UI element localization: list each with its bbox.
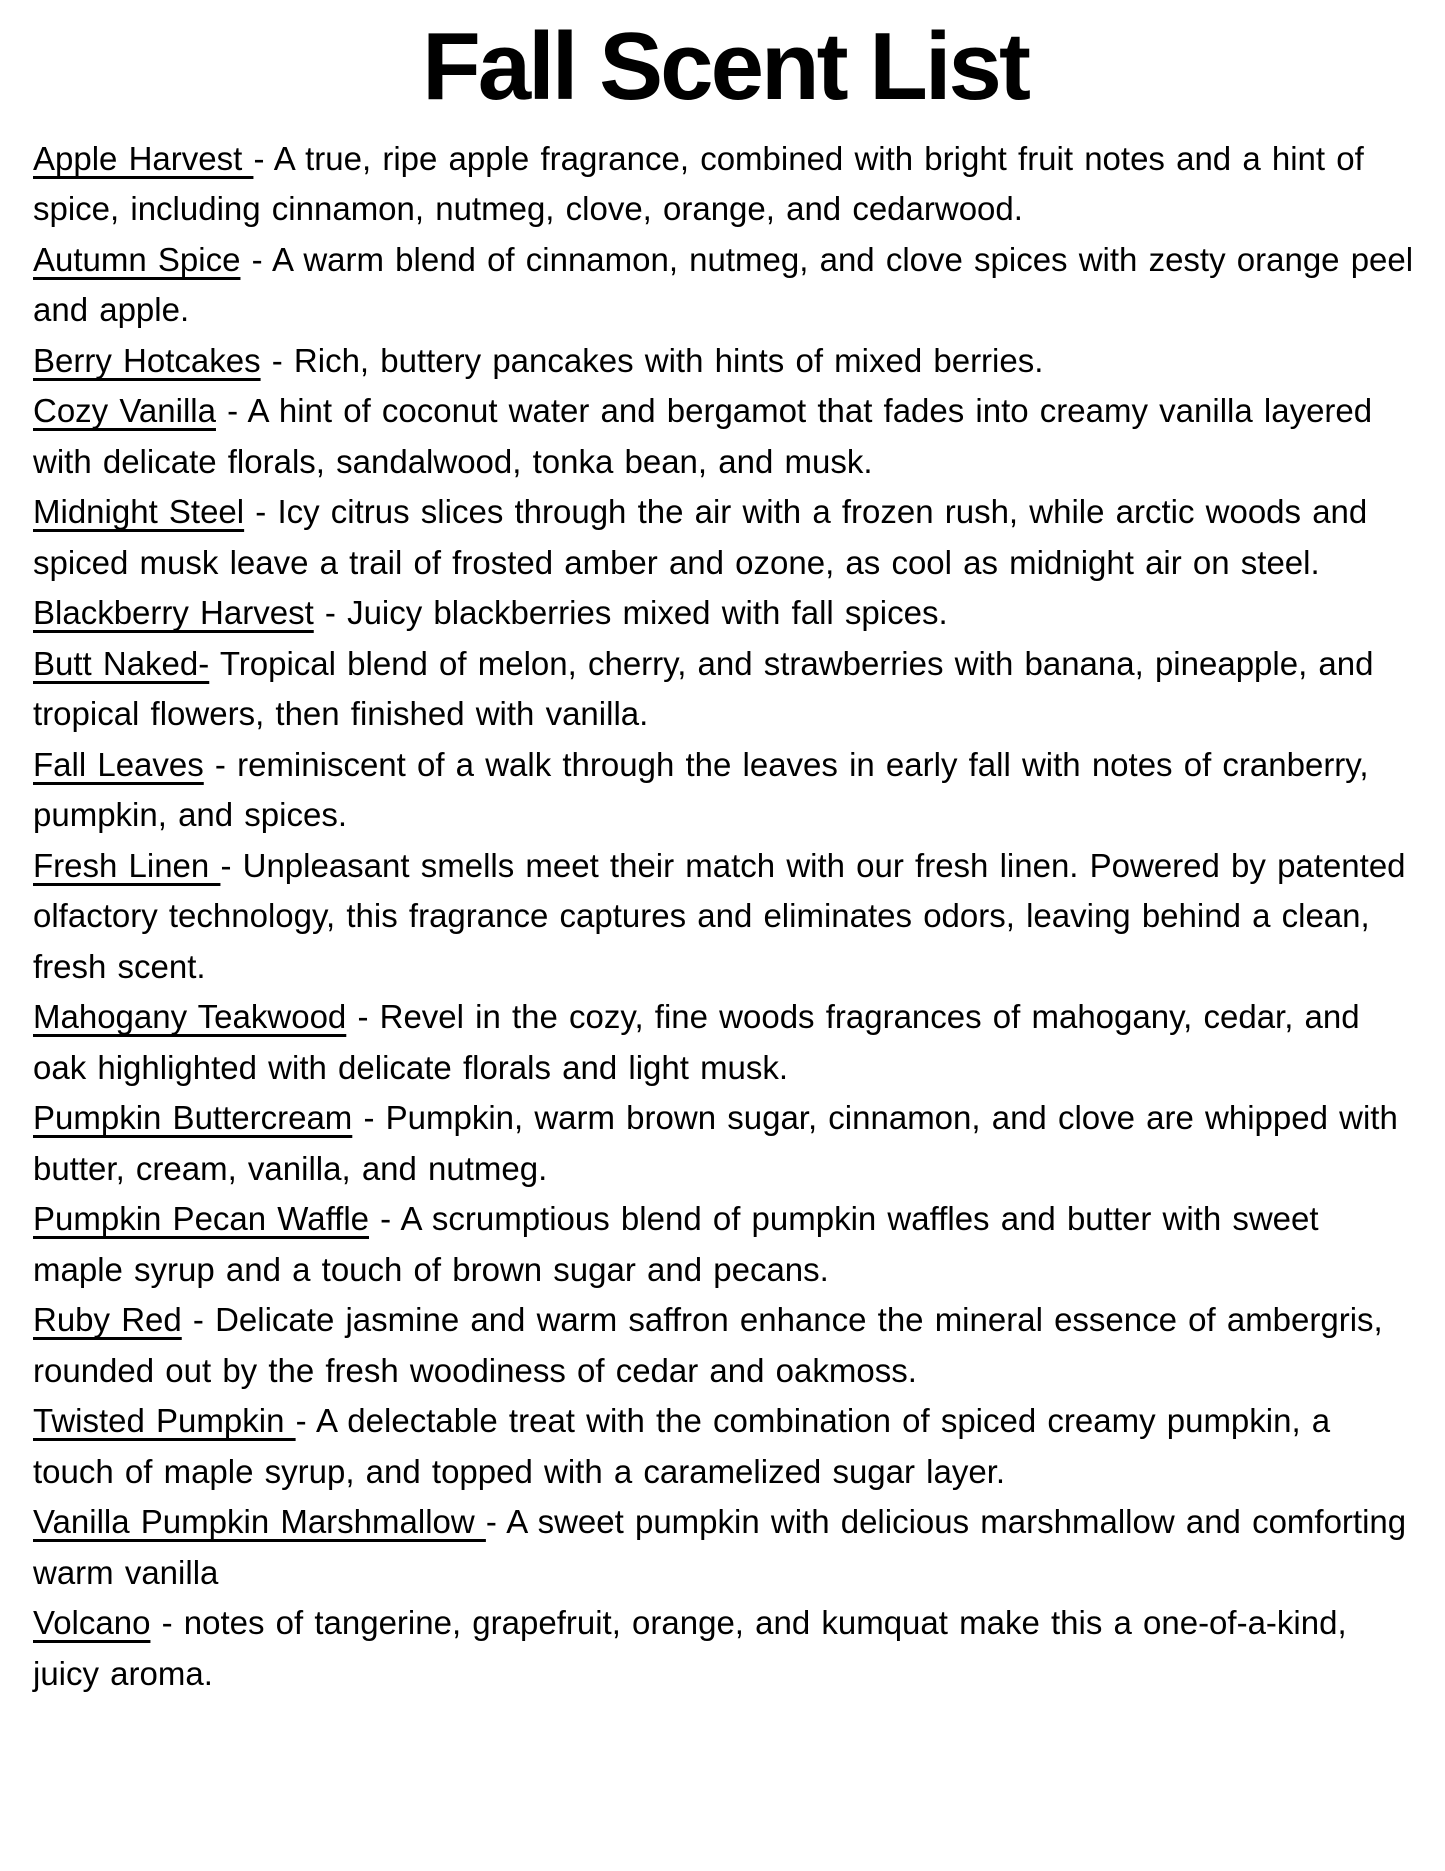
- scent-separator: -: [181, 1301, 216, 1339]
- scent-name: Autumn Spice: [33, 240, 241, 278]
- scent-entry: [33, 1598, 1417, 1699]
- scent-name: Pumpkin Buttercream: [33, 1099, 353, 1137]
- scent-entry: [33, 639, 1417, 740]
- scent-description: Revel in the cozy, fine woods fragrances of mahogany, cedar, and oak highlighted with delicate florals and light musk.: [33, 998, 1360, 1086]
- scent-name: Midnight Steel: [33, 493, 245, 531]
- scent-entry: [33, 1295, 1417, 1396]
- scent-separator: -: [244, 493, 278, 531]
- scent-name: Volcano: [33, 1604, 151, 1642]
- scent-name: Fresh Linen: [33, 846, 221, 884]
- page-title: Fall Scent List: [422, 13, 1028, 120]
- scent-name: Blackberry Harvest: [33, 594, 314, 632]
- scent-entry: [33, 336, 1417, 387]
- scent-entry: [33, 487, 1417, 588]
- scent-description: A scrumptious blend of pumpkin waffles and butter with sweet maple syrup and a touch of brown sugar and pecans.: [33, 1200, 1319, 1288]
- scent-separator: -: [215, 392, 248, 430]
- scent-description: Juicy blackberries mixed with fall spices.: [347, 594, 948, 632]
- scent-name: Fall Leaves: [33, 745, 204, 783]
- scent-entry: [33, 1396, 1417, 1497]
- scent-entry: [33, 1194, 1417, 1295]
- scent-description: A warm blend of cinnamon, nutmeg, and clove spices with zesty orange peel and apple.: [33, 240, 1414, 329]
- scent-description: A sweet pumpkin with delicious marshmallow and comforting warm vanilla: [33, 1503, 1407, 1591]
- scent-description: A true, ripe apple fragrance, combined with bright fruit notes and a hint of spice, including cinnamon, nutmeg, clove, orange, and cedarwood.: [33, 139, 1364, 228]
- scent-separator: -: [240, 240, 272, 278]
- scent-name: Berry Hotcakes: [33, 341, 261, 379]
- scent-entry: [33, 1497, 1417, 1598]
- scent-entry: [33, 1093, 1417, 1194]
- scent-separator: -: [352, 1099, 386, 1137]
- scent-separator: -: [253, 139, 274, 177]
- scent-name: Mahogany Teakwood: [33, 998, 347, 1036]
- scent-description: Delicate jasmine and warm saffron enhance the mineral essence of ambergris, rounded out by the fresh woodiness of cedar and oakmoss.: [33, 1301, 1383, 1389]
- scent-name: Butt Naked-: [33, 644, 210, 682]
- scent-description: Pumpkin, warm brown sugar, cinnamon, and clove are whipped with butter, cream, vanilla, and nutmeg.: [33, 1099, 1398, 1187]
- scent-description: Icy citrus slices through the air with a frozen rush, while arctic woods and spiced musk leave a trail of frosted amber and ozone, as cool as midnight air on steel.: [33, 493, 1368, 581]
- scent-separator: -: [485, 1503, 507, 1541]
- scent-entry: [33, 386, 1417, 487]
- scent-name: Pumpkin Pecan Waffle: [33, 1200, 369, 1238]
- scent-list: [33, 134, 1417, 1700]
- scent-description: A hint of coconut water and bergamot that fades into creamy vanilla layered with delicate florals, sandalwood, tonka bean, and musk.: [33, 392, 1373, 480]
- scent-name: Apple Harvest: [33, 139, 254, 177]
- scent-separator: -: [369, 1200, 401, 1238]
- scent-separator: -: [295, 1402, 316, 1440]
- scent-name: Cozy Vanilla: [33, 392, 216, 430]
- scent-entry: [33, 992, 1417, 1093]
- scent-name: Ruby Red: [33, 1301, 182, 1339]
- scent-separator: -: [260, 341, 294, 379]
- scent-description: A delectable treat with the combination of spiced creamy pumpkin, a touch of maple syrup, and topped with a caramelized sugar layer.: [33, 1402, 1331, 1490]
- scent-separator: [209, 645, 220, 682]
- scent-description: notes of tangerine, grapefruit, orange, and kumquat make this a one-of-a-kind, juicy aroma.: [33, 1604, 1347, 1692]
- scent-name: Twisted Pumpkin: [33, 1402, 296, 1440]
- scent-entry: [33, 588, 1417, 639]
- scent-entry: [33, 134, 1417, 235]
- scent-description: Rich, buttery pancakes with hints of mixed berries.: [293, 341, 1044, 379]
- scent-separator: -: [150, 1604, 184, 1642]
- scent-description: Unpleasant smells meet their match with our fresh linen. Powered by patented olfactory technology, this fragrance captures and eliminates odors, leaving behind a clean, fresh scent.: [33, 846, 1406, 985]
- scent-description: reminiscent of a walk through the leaves in early fall with notes of cranberry, pumpkin, and spices.: [33, 745, 1369, 834]
- scent-description: Tropical blend of melon, cherry, and strawberries with banana, pineapple, and tropical flowers, then finished with vanilla.: [33, 644, 1374, 733]
- scent-name: Vanilla Pumpkin Marshmallow: [33, 1503, 486, 1541]
- scent-separator: -: [346, 998, 380, 1036]
- scent-separator: -: [203, 745, 238, 783]
- scent-entry: [33, 841, 1417, 993]
- scent-separator: -: [220, 846, 243, 884]
- scent-separator: -: [313, 594, 348, 632]
- scent-entry: [33, 740, 1417, 841]
- scent-entry: [33, 235, 1417, 336]
